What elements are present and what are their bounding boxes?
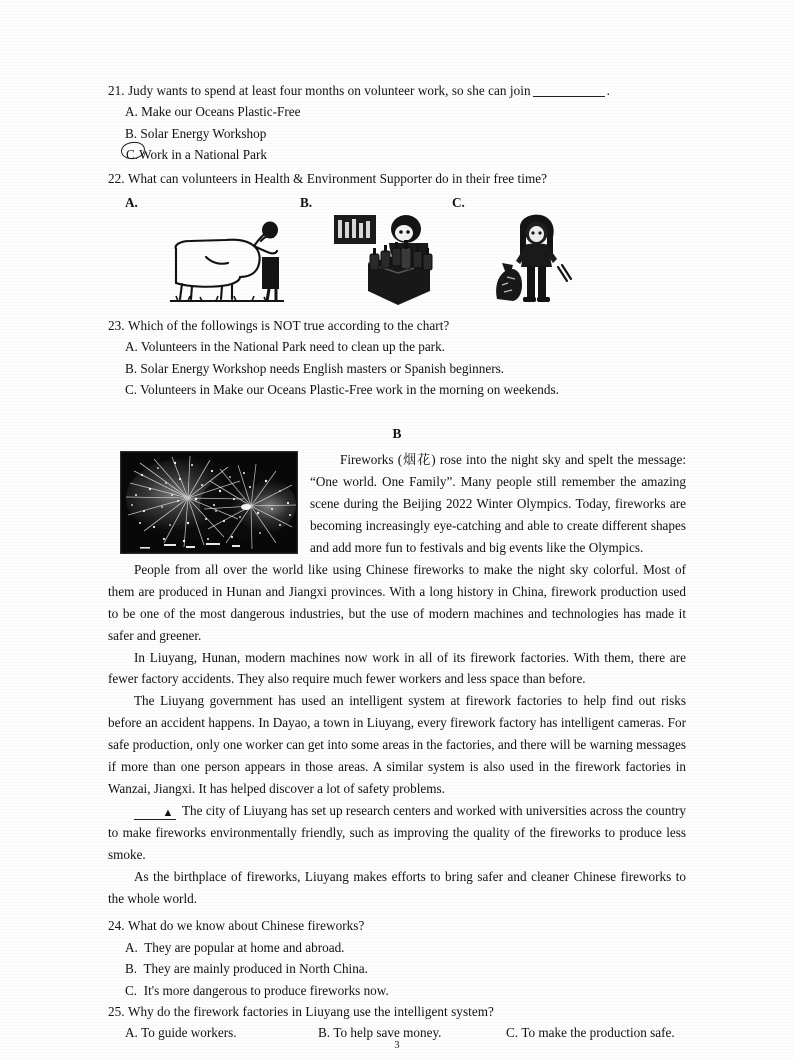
question-24-stem: What do we know about Chinese fireworks? bbox=[128, 918, 365, 934]
picture-option-a-label: A. bbox=[125, 194, 138, 210]
page-content bbox=[108, 80, 686, 1044]
question-22-number: 22. bbox=[108, 170, 125, 186]
question-22-stem: What can volunteers in Health & Environment Supporter do in their free time? bbox=[128, 170, 548, 186]
question-21 bbox=[108, 80, 686, 101]
question-24-number: 24. bbox=[108, 918, 125, 934]
question-25 bbox=[108, 1001, 686, 1022]
option-text: Make our Oceans Plastic-Free bbox=[141, 104, 301, 120]
option-text: They are popular at home and abroad. bbox=[144, 939, 345, 955]
question-24-option-b[interactable] bbox=[108, 958, 686, 979]
option-text: Volunteers in Make our Oceans Plastic-Free work in the morning on weekends. bbox=[140, 382, 559, 397]
selected-answer-circle bbox=[125, 144, 139, 165]
person-with-trash-bag-illustration[interactable] bbox=[489, 211, 585, 312]
option-text: To make the production safe. bbox=[521, 1025, 675, 1041]
question-21-option-a[interactable] bbox=[108, 101, 686, 122]
option-text: Work in a National Park bbox=[139, 147, 267, 163]
person-silhouette bbox=[262, 221, 279, 301]
option-letter: A. bbox=[125, 1025, 138, 1041]
option-letter: B. bbox=[318, 1025, 331, 1041]
question-22 bbox=[108, 168, 686, 189]
option-letter: C. bbox=[506, 1025, 519, 1041]
passage-paragraph-4: The Liuyang government has used an intelligent system at firework factories to help find out risks before an accident happens. In Dayao, a town in Liuyang, every firework factory has intelligent cameras. For safe production, only one worker can get into some areas in the factories, and there will be warning messages if more than one person appears in those areas. A similar system is also used in the firework factories in Wanzai, Jiangxi. It has helped discover a lot of safety problems. bbox=[108, 693, 686, 796]
question-23-option-b[interactable] bbox=[108, 358, 686, 379]
picture-option-c-label: C. bbox=[452, 194, 465, 210]
option-letter: C. bbox=[125, 382, 138, 397]
question-25-stem: Why do the firework factories in Liuyang use the intelligent system? bbox=[128, 1003, 494, 1019]
option-letter: A. bbox=[125, 104, 138, 120]
option-letter: B. bbox=[125, 360, 138, 376]
question-23-option-c[interactable] bbox=[108, 379, 686, 400]
option-text: To guide workers. bbox=[141, 1025, 237, 1041]
question-23 bbox=[108, 315, 686, 336]
passage-paragraph-1: Fireworks (烟花) rose into the night sky and spelt the message: “One world. One Family”. Many people still remember the amazing scene during the Beijing 2022 Winter Olympics. Today, fireworks are becoming increasingly eye-catching and able to create different shapes and add more fun to festivals and big events like the Olympics. bbox=[310, 452, 686, 555]
question-24 bbox=[108, 915, 686, 936]
option-letter: C. bbox=[126, 147, 139, 163]
cow-feeding-illustration[interactable] bbox=[166, 215, 288, 312]
option-letter: B. bbox=[125, 961, 138, 977]
question-21-option-b[interactable] bbox=[108, 123, 686, 144]
option-letter: A. bbox=[125, 939, 138, 955]
question-23-stem: Which of the followings is NOT true according to the chart? bbox=[128, 317, 450, 333]
question-24-option-c[interactable] bbox=[108, 980, 686, 1001]
passage-section-letter: B bbox=[392, 426, 402, 442]
passage-paragraph-3: In Liuyang, Hunan, modern machines now work in all of its firework factories. With them, there are fewer factory accidents. They also require much fewer workers and less space than before. bbox=[108, 649, 686, 687]
packing-bottles-illustration[interactable] bbox=[334, 211, 452, 312]
passage-blank-paragraph-text: The city of Liuyang has set up research centers and worked with universities across the country to make fireworks environmentally friendly, such as improving the quality of the fireworks to produce less smoke. bbox=[108, 802, 686, 862]
option-letter: C. bbox=[125, 982, 138, 998]
passage-paragraph-last: As the birthplace of fireworks, Liuyang makes efforts to bring safer and cleaner Chinese fireworks to the whole world. bbox=[108, 868, 686, 906]
question-23-option-a[interactable] bbox=[108, 336, 686, 357]
question-23-number: 23. bbox=[108, 317, 125, 333]
fireworks-photograph bbox=[120, 451, 298, 554]
option-text: It's more dangerous to produce fireworks now. bbox=[143, 982, 389, 998]
option-text: Solar Energy Workshop needs English masters or Spanish beginners. bbox=[140, 360, 505, 376]
passage-blank-marker[interactable]: ▲ bbox=[134, 808, 176, 821]
picture-option-b-label: B. bbox=[300, 194, 313, 210]
option-text: Solar Energy Workshop bbox=[140, 125, 267, 141]
option-text: To help save money. bbox=[333, 1025, 442, 1041]
option-letter: B. bbox=[125, 125, 138, 141]
option-text: Volunteers in the National Park need to clean up the park. bbox=[140, 339, 445, 355]
option-text: They are mainly produced in North China. bbox=[143, 961, 368, 977]
question-21-number: 21. bbox=[108, 83, 125, 98]
page-number: 3 bbox=[394, 1040, 400, 1051]
question-22-picture-labels bbox=[108, 195, 686, 211]
passage-paragraph-with-blank bbox=[108, 800, 686, 866]
question-21-stem: Judy wants to spend at least four months on volunteer work, so she can join bbox=[128, 83, 531, 98]
passage-paragraph-2: People from all over the world like using Chinese fireworks to make the night sky colorful. Most of them are produced in Hunan and Jiangxi provinces. With a long history in China, firework production used to be one of the most dangerous industries, but the use of modern machines and technologies has made it safer and greener. bbox=[108, 561, 686, 643]
question-21-answer-blank[interactable] bbox=[533, 96, 605, 97]
question-24-option-a[interactable] bbox=[108, 937, 686, 958]
question-21-stem-end: . bbox=[606, 83, 610, 98]
question-22-pictures bbox=[108, 211, 686, 307]
option-letter: A. bbox=[125, 339, 138, 355]
question-21-option-c[interactable] bbox=[108, 144, 686, 165]
question-25-number: 25. bbox=[108, 1003, 125, 1019]
